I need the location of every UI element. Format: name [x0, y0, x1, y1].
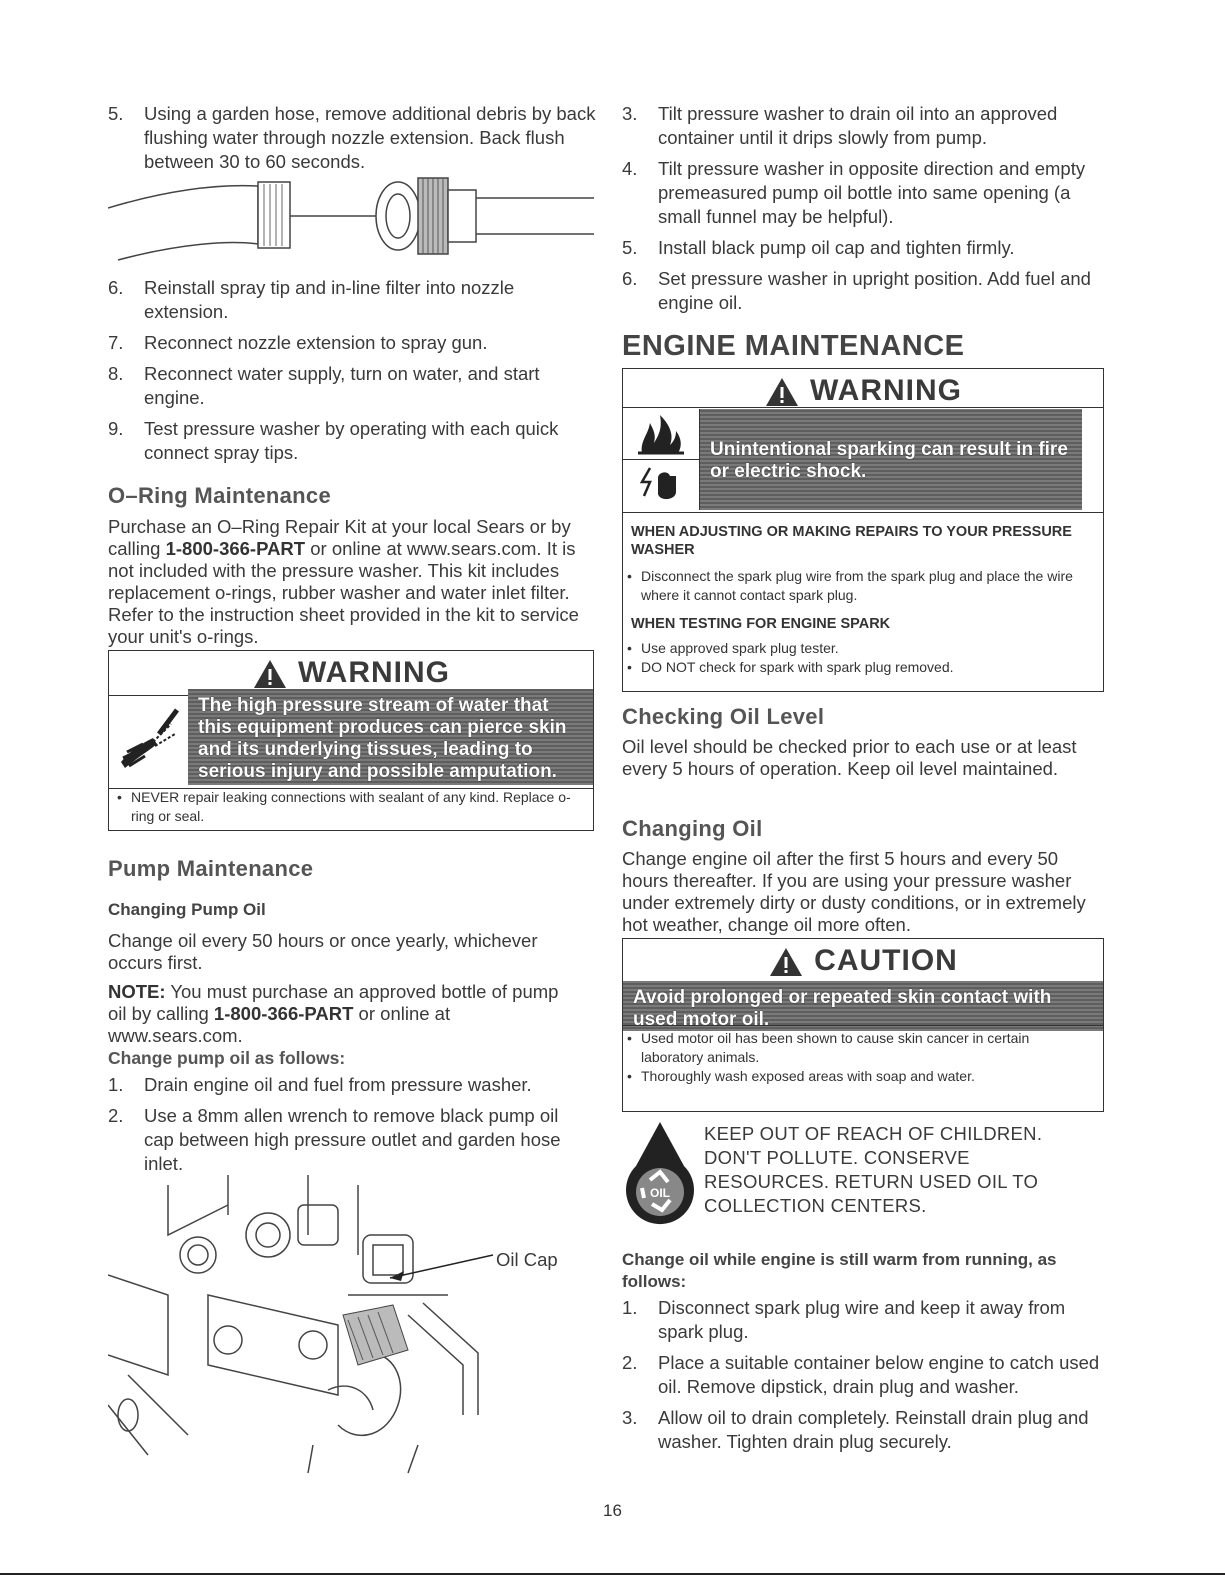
list-item-number: 2. [622, 1352, 638, 1373]
bullet-item: • DO NOT check for spark with spark plug removed. [623, 658, 1093, 677]
list-item [622, 1296, 1108, 1344]
list-item-number: 8. [108, 363, 124, 384]
warning-triangle-icon [252, 658, 288, 690]
warning-triangle-icon [768, 946, 804, 978]
recycle-oil-icon [622, 1120, 698, 1230]
warning-bullets-2 [623, 639, 1093, 677]
list-item-text: Reinstall spray tip and in-line filter into nozzle extension. [144, 277, 515, 322]
list-item [108, 362, 598, 410]
oring-paragraph: Purchase an O–Ring Repair Kit at your local Sears or by calling 1-800-366-PART or online at www.sears.com. It is not included with the pressure washer. This kit includes replacement o-rings, rubber washer and water inlet filter. Refer to the instruction sheet provided in the kit to service your unit's o-rings. [108, 516, 579, 647]
list-item [108, 417, 598, 465]
checking-oil-heading: Checking Oil Level [622, 704, 825, 729]
svg-text:OIL: OIL [650, 1186, 670, 1200]
list-item-text: Tilt pressure washer to drain oil into an approved container until it drips slowly from pump. [658, 103, 1058, 148]
list-item-text: Allow oil to drain completely. Reinstall drain plug and washer. Tighten drain plug securely. [658, 1407, 1089, 1452]
bullet-item: • NEVER repair leaking connections with sealant of any kind. Replace o-ring or seal. [113, 788, 583, 826]
list-item-number: 5. [108, 103, 124, 124]
list-item-number: 7. [108, 332, 124, 353]
pump-paragraph: Change oil every 50 hours or once yearly, whichever occurs first. [108, 930, 538, 973]
list-item [108, 1104, 588, 1176]
list-item [622, 1351, 1108, 1399]
pump-heading: Pump Maintenance [108, 856, 314, 881]
right-steps-list-b [622, 1296, 1108, 1461]
caution-box [622, 938, 1104, 1112]
warning-bullets [113, 788, 583, 826]
oring-heading: O–Ring Maintenance [108, 483, 331, 508]
warning-bullets-1 [623, 567, 1093, 605]
list-item [622, 1406, 1108, 1454]
warm-oil-heading: Change oil while engine is still warm from running, as follows: [622, 1250, 1057, 1291]
caution-hazard-text: Avoid prolonged or repeated skin contact with used motor oil. [623, 981, 1103, 1031]
list-item-number: 3. [622, 103, 638, 124]
list-item-text: Test pressure washer by operating with each quick connect spray tips. [144, 418, 559, 463]
changing-oil-heading: Changing Oil [622, 816, 763, 841]
warning-title: WARNING [109, 651, 593, 695]
bullet-item: • Use approved spark plug tester. [623, 639, 1093, 658]
page-bottom-rule [0, 1573, 1225, 1575]
list-item-text: Set pressure washer in upright position. Add fuel and engine oil. [658, 268, 1091, 313]
steps-list-c [108, 1073, 588, 1183]
list-item-number: 1. [622, 1297, 638, 1318]
changing-oil-paragraph: Change engine oil after the first 5 hours and every 50 hours thereafter. If you are using your pressure washer under extremely dirty or dusty conditions, or in extremely hot weather, change oil more often. [622, 848, 1086, 935]
list-item-text: Install black pump oil cap and tighten firmly. [658, 237, 1015, 258]
warning-title: WARNING [623, 369, 1103, 413]
caution-bullets [623, 1029, 1093, 1086]
pump-oil-cap-illustration [108, 1175, 498, 1475]
bullet-item: • Disconnect the spark plug wire from the spark plug and place the wire where it cannot contact spark plug. [623, 567, 1093, 605]
engine-maintenance-heading: ENGINE MAINTENANCE [622, 330, 965, 362]
fire-icon [623, 409, 700, 460]
list-item-number: 4. [622, 158, 638, 179]
recycle-notice: KEEP OUT OF REACH OF CHILDREN. DON'T POLLUTE. CONSERVE RESOURCES. RETURN USED OIL TO COLLECTION CENTERS. [704, 1123, 1043, 1216]
right-steps-list-a [622, 102, 1108, 322]
list-item-text: Drain engine oil and fuel from pressure washer. [144, 1074, 532, 1095]
injection-hazard-icon [109, 697, 187, 787]
list-item-number: 6. [108, 277, 124, 298]
warning-triangle-icon [764, 376, 800, 408]
list-item-text: Using a garden hose, remove additional debris by back flushing water through nozzle extension. Back flush between 30 to 60 seconds. [144, 103, 596, 172]
list-item-text: Disconnect spark plug wire and keep it away from spark plug. [658, 1297, 1066, 1342]
list-item [622, 157, 1108, 229]
bullet-item: • Thoroughly wash exposed areas with soap and water. [623, 1067, 1093, 1086]
warning-hazard-text: The high pressure stream of water that this equipment produces can pierce skin and its underlying tissues, leading to serious injury and possible amputation. [188, 689, 593, 785]
list-item [622, 102, 1108, 150]
list-item-number: 5. [622, 237, 638, 258]
list-item-number: 3. [622, 1407, 638, 1428]
electric-shock-icon [623, 460, 700, 510]
page-number: 16 [603, 1501, 622, 1520]
steps-list-b [108, 276, 598, 472]
list-item-number: 1. [108, 1074, 124, 1095]
list-item [108, 1073, 588, 1097]
list-item-text: Reconnect nozzle extension to spray gun. [144, 332, 488, 353]
list-item [622, 236, 1108, 260]
list-item-text: Tilt pressure washer in opposite direction and empty premeasured pump oil bottle into same opening (a small funnel may be helpful). [658, 158, 1086, 227]
list-item-text: Use a 8mm allen wrench to remove black pump oil cap between high pressure outlet and garden hose inlet. [144, 1105, 561, 1174]
bullet-item: • Used motor oil has been shown to cause skin cancer in certain laboratory animals. [623, 1029, 1093, 1067]
caution-title: CAUTION [623, 939, 1103, 983]
list-item-text: Reconnect water supply, turn on water, and start engine. [144, 363, 540, 408]
list-item [108, 276, 598, 324]
list-item [108, 102, 598, 174]
change-pump-oil-follows: Change pump oil as follows: [108, 1048, 346, 1068]
warning-box-spark [622, 368, 1104, 692]
changing-pump-oil-heading: Changing Pump Oil [108, 900, 266, 919]
warning-section-label: WHEN TESTING FOR ENGINE SPARK [631, 616, 891, 632]
list-item-text: Place a suitable container below engine to catch used oil. Remove dipstick, drain plug and washer. [658, 1352, 1100, 1397]
list-item [108, 331, 598, 355]
list-item-number: 9. [108, 418, 124, 439]
list-item-number: 6. [622, 268, 638, 289]
list-item [622, 267, 1108, 315]
warning-hazard-text: Unintentional sparking can result in fire or electric shock. [700, 409, 1082, 510]
note-paragraph: NOTE: You must purchase an approved bottle of pump oil by calling 1-800-366-PART or online at www.sears.com. [108, 981, 559, 1046]
checking-oil-paragraph: Oil level should be checked prior to each use or at least every 5 hours of operation. Keep oil level maintained. [622, 736, 1077, 779]
oil-cap-label: Oil Cap [496, 1249, 558, 1270]
warning-box-pressure [108, 650, 594, 831]
list-item-number: 2. [108, 1105, 124, 1126]
hose-nozzle-illustration [108, 168, 598, 268]
warning-section-label: WHEN ADJUSTING OR MAKING REPAIRS TO YOUR PRESSURE WASHER [631, 524, 1072, 558]
